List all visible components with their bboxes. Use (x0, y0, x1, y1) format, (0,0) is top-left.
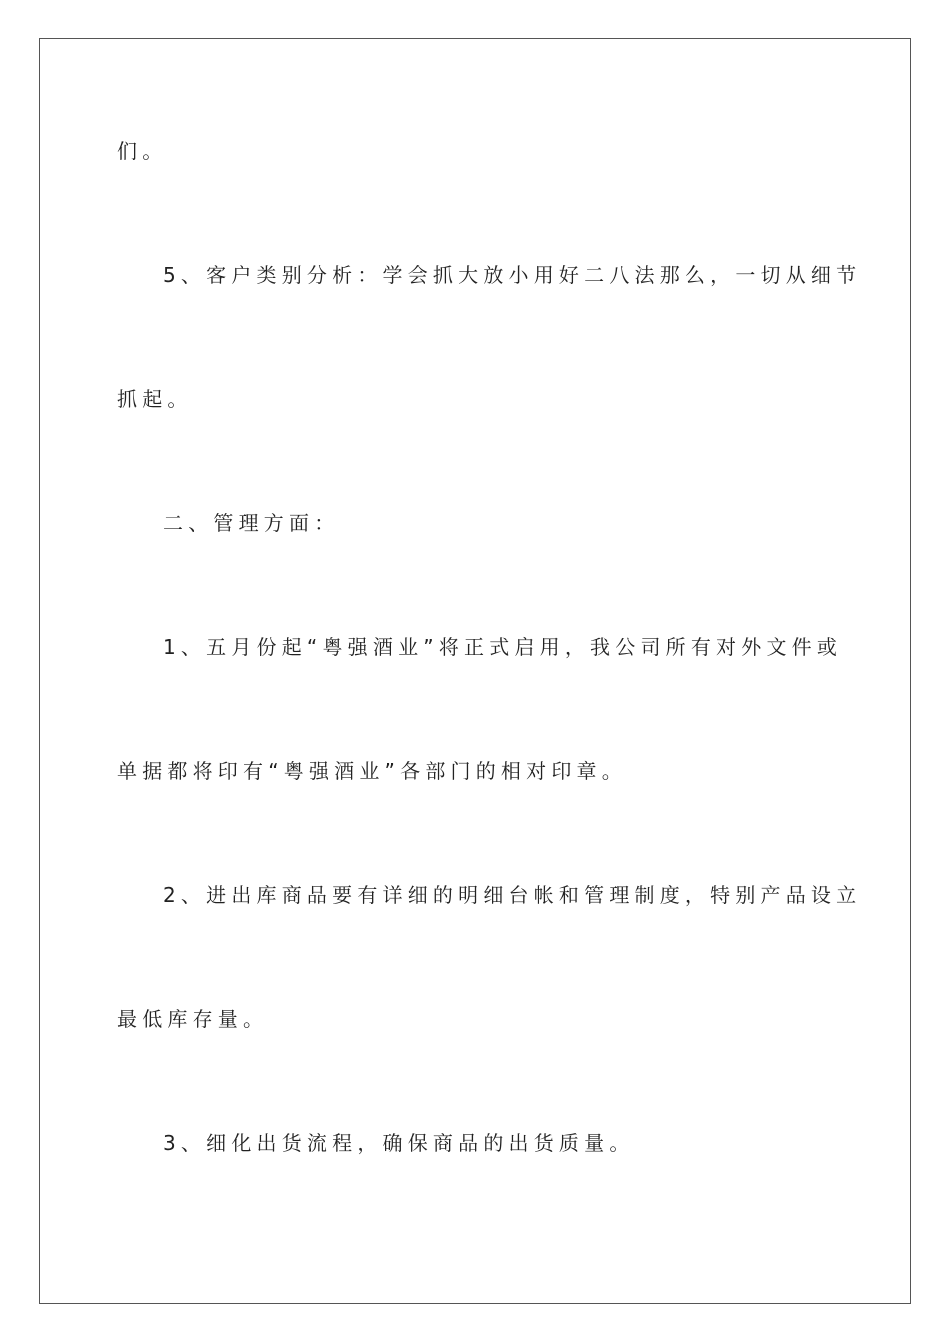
item-2-line-2: 最低库存量。 (117, 1007, 269, 1031)
item-1-line-2: 单据都将印有“粤强酒业”各部门的相对印章。 (117, 759, 627, 783)
paragraph-continuation-line: 们。 (117, 139, 168, 163)
page-border (39, 38, 911, 1304)
item-1-line-1: 1、五月份起“粤强酒业”将正式启用，我公司所有对外文件或 (163, 635, 843, 659)
section-heading-management: 二、管理方面： (163, 511, 340, 535)
item-3-line-1: 3、细化出货流程，确保商品的出货质量。 (163, 1131, 635, 1155)
item-2-line-1: 2、进出库商品要有详细的明细台帐和管理制度，特别产品设立 (163, 883, 862, 907)
item-5-customer-analysis-line-1: 5、客户类别分析：学会抓大放小用好二八法那么，一切从细节 (163, 263, 862, 287)
item-5-customer-analysis-line-2: 抓起。 (117, 387, 193, 411)
